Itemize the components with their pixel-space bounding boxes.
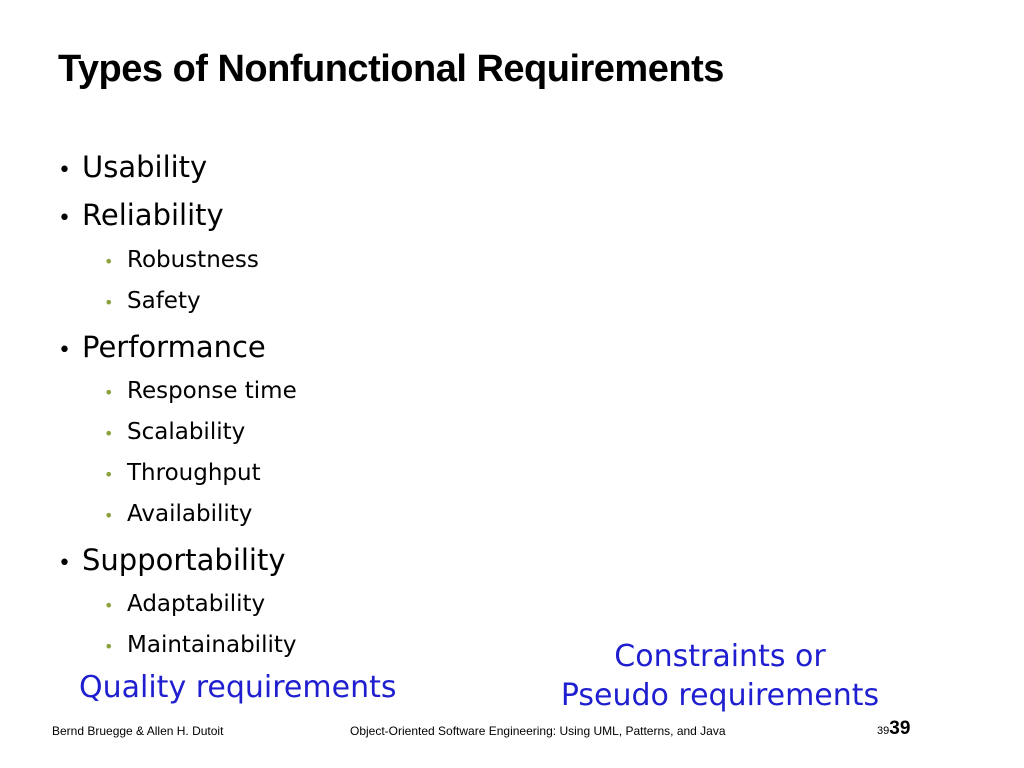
- footer-authors: Bernd Bruegge & Allen H. Dutoit: [52, 724, 224, 738]
- constraints-label-line2: Pseudo requirements: [560, 678, 880, 713]
- sub-bullet-throughput: [104, 460, 261, 486]
- bullet-marker: •: [58, 551, 71, 576]
- sub-bullet-marker: •: [104, 293, 114, 312]
- sub-bullet-response-time: [104, 378, 297, 404]
- sub-bullet-maintainability: [104, 632, 296, 658]
- sub-bullet-label: Adaptability: [127, 591, 266, 617]
- page-number-large: 39: [889, 718, 911, 739]
- sub-bullet-label: Availability: [127, 501, 253, 527]
- sub-bullet-adaptability: [104, 591, 265, 617]
- sub-bullet-marker: •: [104, 424, 114, 443]
- sub-bullet-label: Maintainability: [127, 632, 297, 658]
- bullet-reliability: [58, 198, 224, 232]
- bullet-marker: •: [58, 338, 71, 363]
- sub-bullet-marker: •: [104, 637, 114, 656]
- sub-bullet-label: Robustness: [127, 247, 259, 273]
- bullet-marker: •: [58, 158, 71, 183]
- sub-bullet-label: Safety: [127, 288, 201, 314]
- bullet-label: Supportability: [82, 543, 286, 577]
- bullet-label: Performance: [82, 330, 266, 364]
- page-number-small: 39: [877, 725, 890, 737]
- sub-bullet-scalability: [104, 419, 245, 445]
- sub-bullet-marker: •: [104, 252, 114, 271]
- sub-bullet-label: Scalability: [127, 419, 246, 445]
- bullet-label: Reliability: [82, 198, 224, 232]
- bullet-performance: [58, 330, 266, 364]
- bullet-marker: •: [58, 206, 71, 231]
- sub-bullet-marker: •: [104, 465, 114, 484]
- bullet-supportability: [58, 543, 286, 577]
- sub-bullet-label: Response time: [127, 378, 297, 404]
- footer-book-title: Object-Oriented Software Engineering: Using UML, Patterns, and Java: [350, 724, 726, 738]
- sub-bullet-marker: •: [104, 383, 114, 402]
- quality-requirements-label: Quality requirements: [79, 670, 397, 705]
- sub-bullet-availability: [104, 501, 252, 527]
- sub-bullet-marker: •: [104, 506, 114, 525]
- sub-bullet-marker: •: [104, 596, 114, 615]
- slide-title: Types of Nonfunctional Requirements: [58, 48, 724, 90]
- constraints-label: [515, 637, 925, 715]
- bullet-usability: [58, 150, 207, 184]
- sub-bullet-robustness: [104, 247, 259, 273]
- sub-bullet-safety: [104, 288, 201, 314]
- footer-page-number: [877, 718, 910, 740]
- sub-bullet-label: Throughput: [127, 460, 261, 486]
- bullet-label: Usability: [82, 150, 208, 184]
- constraints-label-line1: Constraints or: [614, 639, 826, 674]
